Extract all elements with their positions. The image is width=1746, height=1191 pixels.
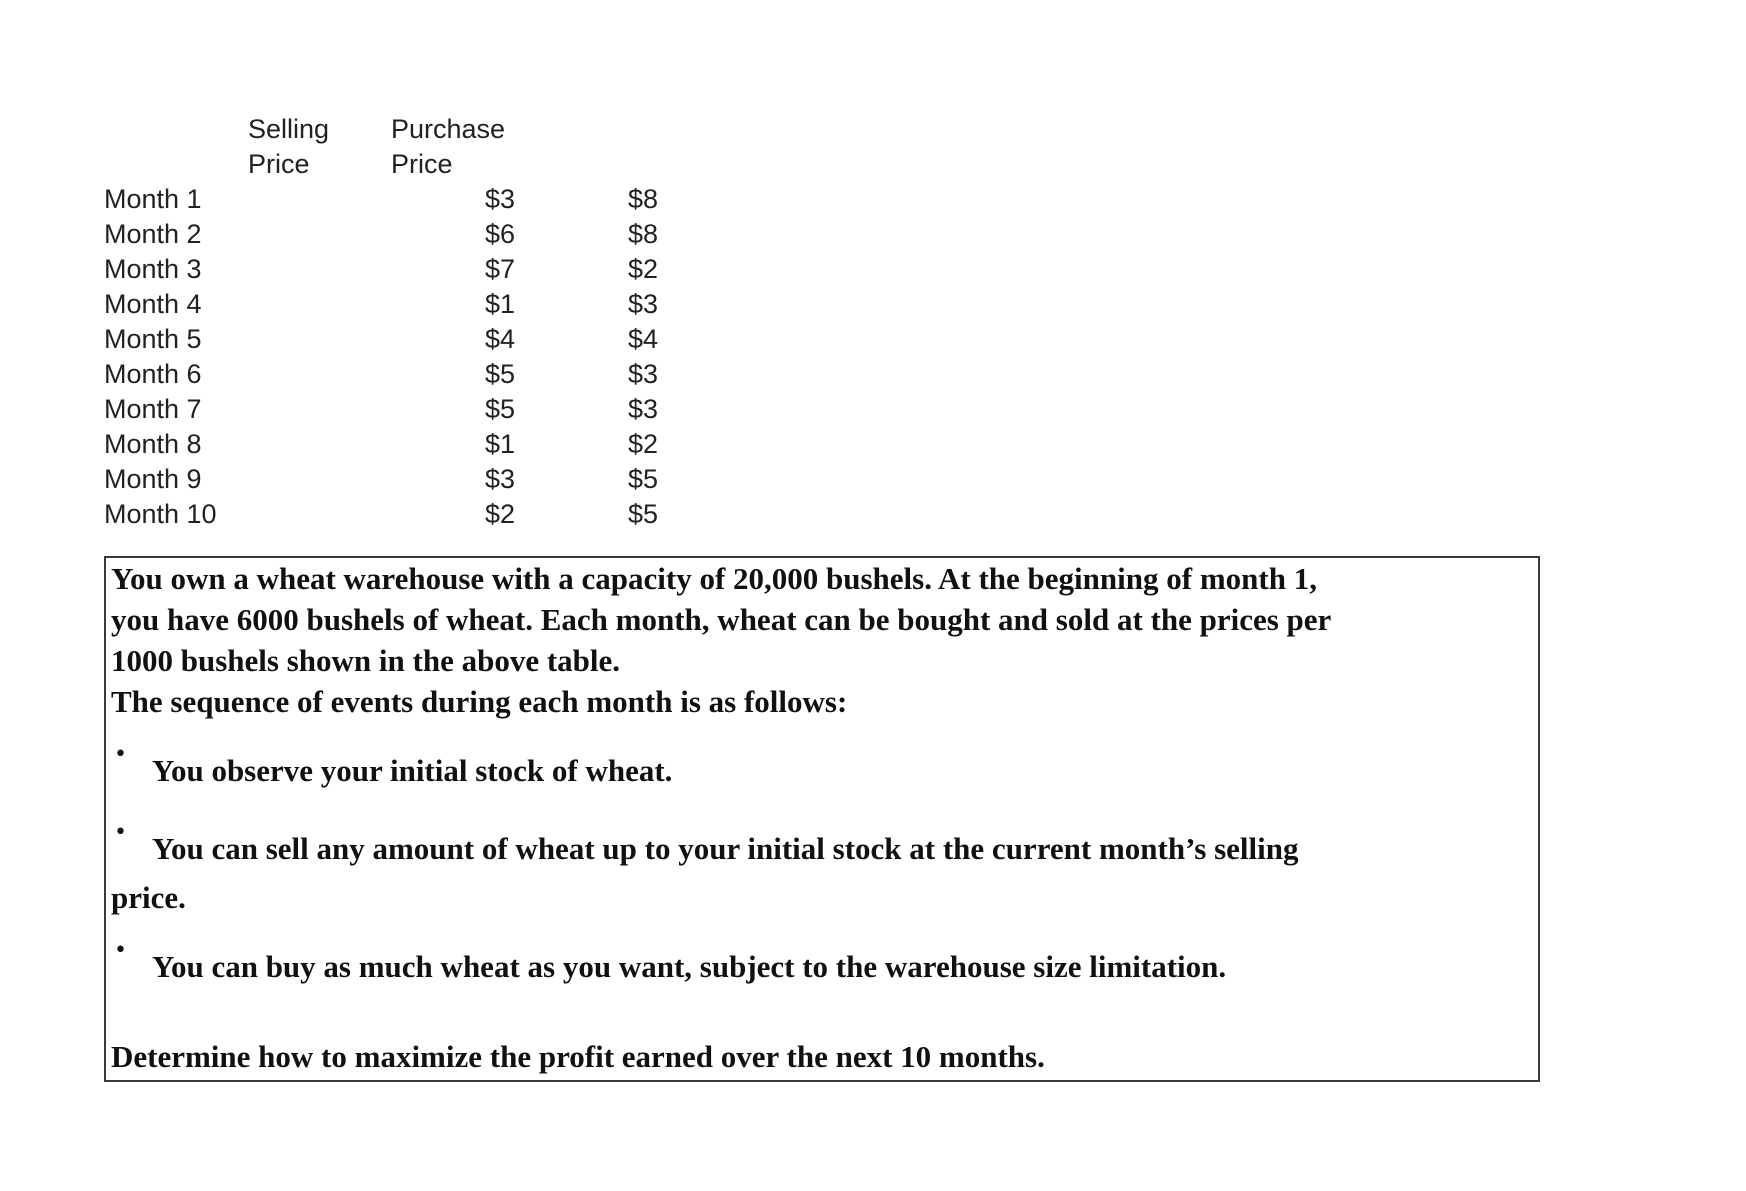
bullet-item: You observe your initial stock of wheat. — [152, 753, 673, 788]
intro-line: you have 6000 bushels of wheat. Each month, wheat can be bought and sold at the prices per — [111, 602, 1332, 637]
header-blank-cell — [104, 112, 248, 147]
purchase-price-value: $3 — [627, 394, 658, 424]
table-row — [104, 392, 658, 427]
bullet-item-continuation: price. — [111, 880, 186, 915]
table-row — [104, 252, 658, 287]
table-row — [104, 462, 658, 497]
bullet-dot: • — [114, 742, 127, 767]
selling-price-value: $2 — [484, 499, 515, 529]
selling-price-value: $4 — [484, 324, 515, 354]
selling-price-header-line1: Selling — [248, 114, 330, 144]
table-row — [104, 182, 658, 217]
purchase-price-value: $8 — [627, 184, 658, 214]
month-label: Month 5 — [104, 324, 202, 354]
month-label: Month 9 — [104, 464, 202, 494]
purchase-price-header-line1: Purchase — [391, 114, 506, 144]
selling-price-value: $1 — [484, 289, 515, 319]
intro-line: You own a wheat warehouse with a capacity of 20,000 bushels. At the beginning of month 1, — [111, 561, 1317, 596]
bullet-item: You can buy as much wheat as you want, subject to the warehouse size limitation. — [152, 949, 1227, 984]
price-table — [104, 112, 658, 532]
table-header-row-1 — [104, 112, 658, 147]
table-row — [104, 357, 658, 392]
problem-statement-box — [104, 556, 1540, 1082]
purchase-price-value: $3 — [627, 359, 658, 389]
month-label: Month 6 — [104, 359, 202, 389]
header-blank-cell — [104, 147, 248, 182]
selling-price-value: $3 — [484, 464, 515, 494]
table-row — [104, 322, 658, 357]
selling-price-value: $5 — [484, 394, 515, 424]
purchase-price-value: $2 — [627, 254, 658, 284]
month-label: Month 3 — [104, 254, 202, 284]
month-label: Month 4 — [104, 289, 202, 319]
conclusion-text: Determine how to maximize the profit earned over the next 10 months. — [111, 1039, 1045, 1074]
purchase-price-value: $3 — [627, 289, 658, 319]
purchase-price-value: $4 — [627, 324, 658, 354]
month-label: Month 10 — [104, 499, 217, 529]
purchase-price-value: $8 — [627, 219, 658, 249]
purchase-price-value: $5 — [627, 464, 658, 494]
selling-price-value: $7 — [484, 254, 515, 284]
month-label: Month 1 — [104, 184, 202, 214]
bullet-item: You can sell any amount of wheat up to your initial stock at the current month’s selling — [152, 831, 1299, 866]
table-row — [104, 497, 658, 532]
month-label: Month 2 — [104, 219, 202, 249]
sequence-heading: The sequence of events during each month is as follows: — [111, 684, 848, 719]
selling-price-value: $5 — [484, 359, 515, 389]
table-row — [104, 427, 658, 462]
table-row — [104, 217, 658, 252]
selling-price-value: $3 — [484, 184, 515, 214]
purchase-price-value: $2 — [627, 429, 658, 459]
intro-line: 1000 bushels shown in the above table. — [111, 643, 621, 678]
bullet-dot: • — [114, 820, 127, 845]
table-header-row-2 — [104, 147, 658, 182]
table-row — [104, 287, 658, 322]
selling-price-value: $6 — [484, 219, 515, 249]
selling-price-header-line2: Price — [248, 149, 310, 179]
purchase-price-header-line2: Price — [391, 149, 453, 179]
purchase-price-value: $5 — [627, 499, 658, 529]
bullet-dot: • — [114, 938, 127, 963]
selling-price-value: $1 — [484, 429, 515, 459]
month-label: Month 7 — [104, 394, 202, 424]
month-label: Month 8 — [104, 429, 202, 459]
